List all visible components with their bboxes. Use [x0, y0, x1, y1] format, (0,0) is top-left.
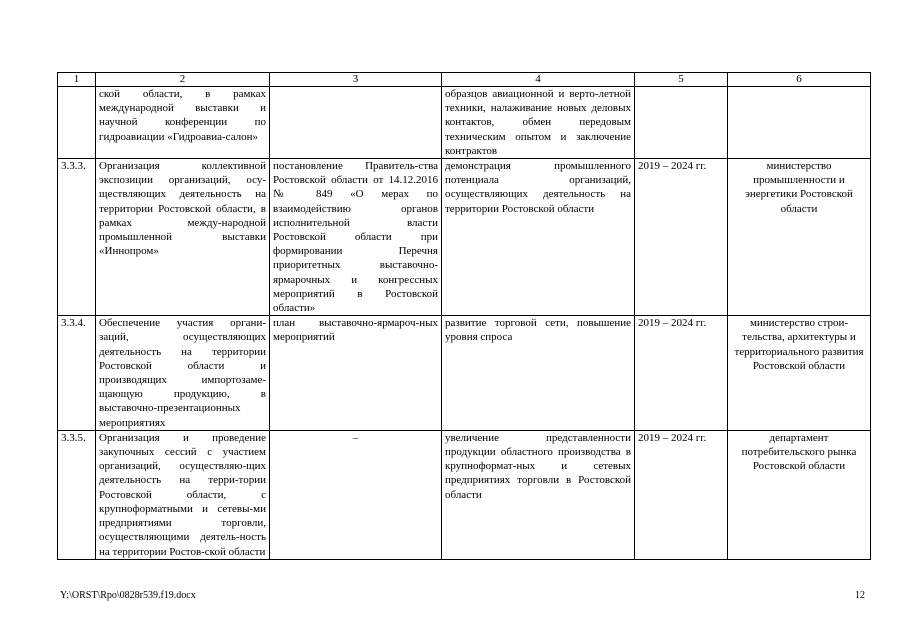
table-row: [58, 430, 871, 559]
column-header: 2: [96, 73, 270, 87]
plan-table: [57, 72, 871, 560]
event-cell: Обеспечение участия органи-заций, осуществляющих деятельность на территории Ростовской области и производящих импортозаме-щающую продукцию, в выставочно-презентационных мероприятиях: [96, 316, 270, 431]
result-cell: увеличение представленности продукции областного производства в крупноформат-ных и сетевых предприятиях торговли в Ростовской области: [442, 430, 635, 559]
basis-cell: –: [270, 430, 442, 559]
result-cell: развитие торговой сети, повышение уровня спроса: [442, 316, 635, 431]
basis-cell: план выставочно-ярмароч-ных мероприятий: [270, 316, 442, 431]
event-cell: Организация коллективной экспозиции организаций, осу-ществляющих деятельность на территории Ростовской области, в рамках между-народной промышленной выставки «Иннопром»: [96, 159, 270, 316]
column-header: 3: [270, 73, 442, 87]
result-cell: образцов авиационной и верто-летной техники, налаживание новых деловых контактов, обмен передовым техническим опытом и заключение контрактов: [442, 87, 635, 159]
table-row: [58, 159, 871, 316]
column-header: 6: [728, 73, 871, 87]
document-path: Y:\ORST\Rpo\0828r539.f19.docx: [60, 590, 196, 601]
executor-cell: министерство строи-тельства, архитектуры и территориального развития Ростовской области: [728, 316, 871, 431]
executor-cell: департамент потребительского рынка Ростовской области: [728, 430, 871, 559]
period-cell: 2019 – 2024 гг.: [635, 430, 728, 559]
result-cell: демонстрация промышленного потенциала организаций, осуществляющих деятельность на территории Ростовской области: [442, 159, 635, 316]
table-row: [58, 316, 871, 431]
executor-cell: [728, 87, 871, 159]
table-header-row: [58, 73, 871, 87]
event-cell: Организация и проведение закупочных сессий с участием организаций, осуществляю-щих деятельность на терри-тории Ростовской области, с крупноформатными и сетевы-ми предприятиями торговли, осуществляющими деятель-ность на территории Ростов-ской области: [96, 430, 270, 559]
table-row: [58, 87, 871, 159]
column-header: 1: [58, 73, 96, 87]
period-cell: 2019 – 2024 гг.: [635, 159, 728, 316]
page-number: 12: [855, 590, 865, 601]
row-number: 3.3.3.: [58, 159, 96, 316]
basis-cell: постановление Правитель-ства Ростовской области от 14.12.2016 № 849 «О мерах по взаимодействию органов исполнительной власти Ростовской области при формировании Перечня приоритетных выставочно-ярмарочных и конгрессных мероприятий в Ростовской области»: [270, 159, 442, 316]
basis-cell: [270, 87, 442, 159]
row-number: 3.3.4.: [58, 316, 96, 431]
event-cell: ской области, в рамках международной выставки и научной конференции по гидроавиации «Гидроавиа-салон»: [96, 87, 270, 159]
executor-cell: министерство промышленности и энергетики Ростовской области: [728, 159, 871, 316]
period-cell: [635, 87, 728, 159]
period-cell: 2019 – 2024 гг.: [635, 316, 728, 431]
column-header: 5: [635, 73, 728, 87]
column-header: 4: [442, 73, 635, 87]
row-number: 3.3.5.: [58, 430, 96, 559]
row-number: [58, 87, 96, 159]
